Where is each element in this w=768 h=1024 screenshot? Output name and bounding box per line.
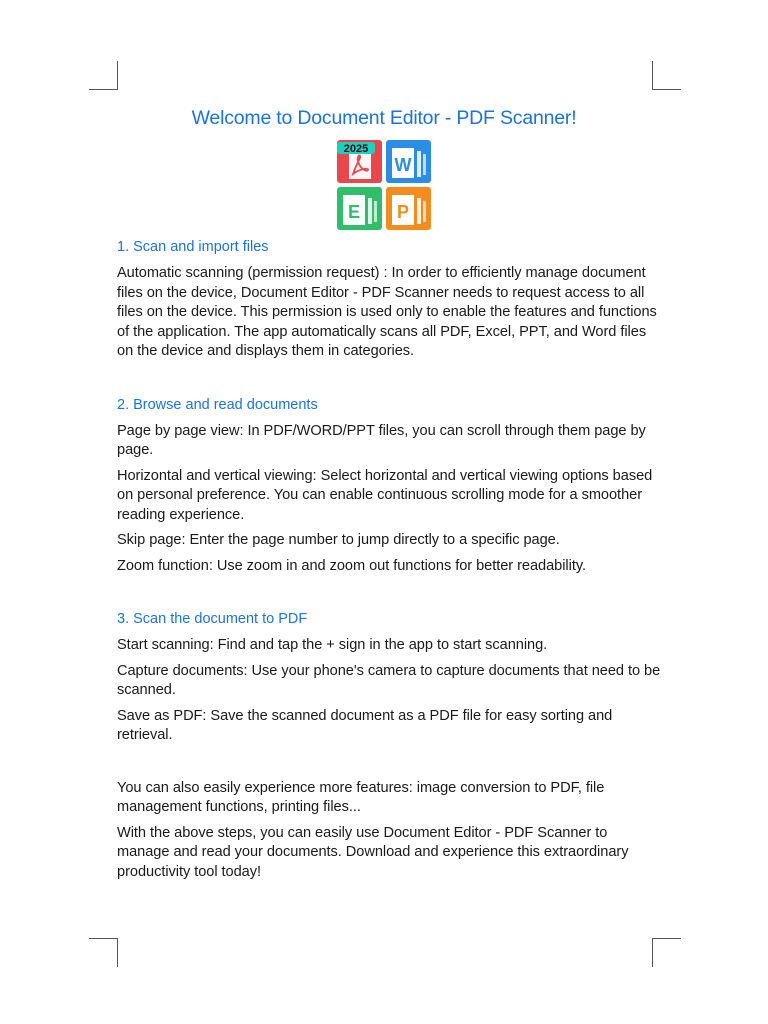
section-heading: 1. Scan and import files — [117, 239, 269, 255]
page-title: Welcome to Document Editor - PDF Scanner! — [191, 107, 577, 129]
svg-text:W: W — [394, 155, 412, 175]
crop-mark-top-right — [652, 61, 681, 90]
paragraph: Capture documents: Use your phone's camera to capture documents that need to be scanned. — [117, 662, 661, 698]
crop-mark-top-left — [89, 61, 118, 90]
section-scan-import — [117, 237, 662, 362]
paragraph: With the above steps, you can easily use Document Editor - PDF Scanner to manage and read your documents. Download and experience this extraordinary productivity tool today! — [117, 824, 629, 880]
crop-mark-bottom-right — [652, 938, 681, 967]
paragraph: Horizontal and vertical viewing: Select horizontal and vertical viewing options based on personal preference. You can enable continuous scrolling mode for a smoother reading experience. — [117, 467, 653, 523]
svg-text:E: E — [347, 202, 361, 222]
paragraph: Zoom function: Use zoom in and zoom out functions for better readability. — [117, 557, 586, 574]
paragraph: Save as PDF: Save the scanned document as a PDF file for easy sorting and retrieval. — [117, 707, 613, 743]
logo-badge: 2025 — [343, 143, 369, 155]
paragraph: Automatic scanning (permission request) : In order to efficiently manage document files on the device, Document Editor - PDF Scanner needs to request access to all files on the device. This permission is used only to enable the features and functions of the application. The app automatically scans all PDF, Excel, PPT, and Word files on the device and displays them in categories. — [117, 265, 657, 359]
section-browse-read — [117, 395, 662, 577]
section-heading: 3. Scan the document to PDF — [117, 611, 308, 627]
paragraph: Page by page view: In PDF/WORD/PPT files, you can scroll through them page by page. — [117, 422, 646, 458]
section-heading: 2. Browse and read documents — [117, 396, 318, 413]
paragraph: Skip page: Enter the page number to jump directly to a specific page. — [117, 532, 560, 548]
crop-mark-bottom-left — [89, 938, 118, 967]
svg-text:P: P — [396, 202, 410, 222]
document-body — [117, 237, 662, 882]
paragraph: You can also easily experience more features: image conversion to PDF, file management functions, printing files... — [117, 779, 605, 815]
closing-section — [117, 779, 662, 883]
paragraph: Start scanning: Find and tap the + sign in the app to start scanning. — [117, 637, 548, 653]
app-logo-icon — [337, 140, 431, 230]
section-scan-to-pdf — [117, 609, 662, 746]
